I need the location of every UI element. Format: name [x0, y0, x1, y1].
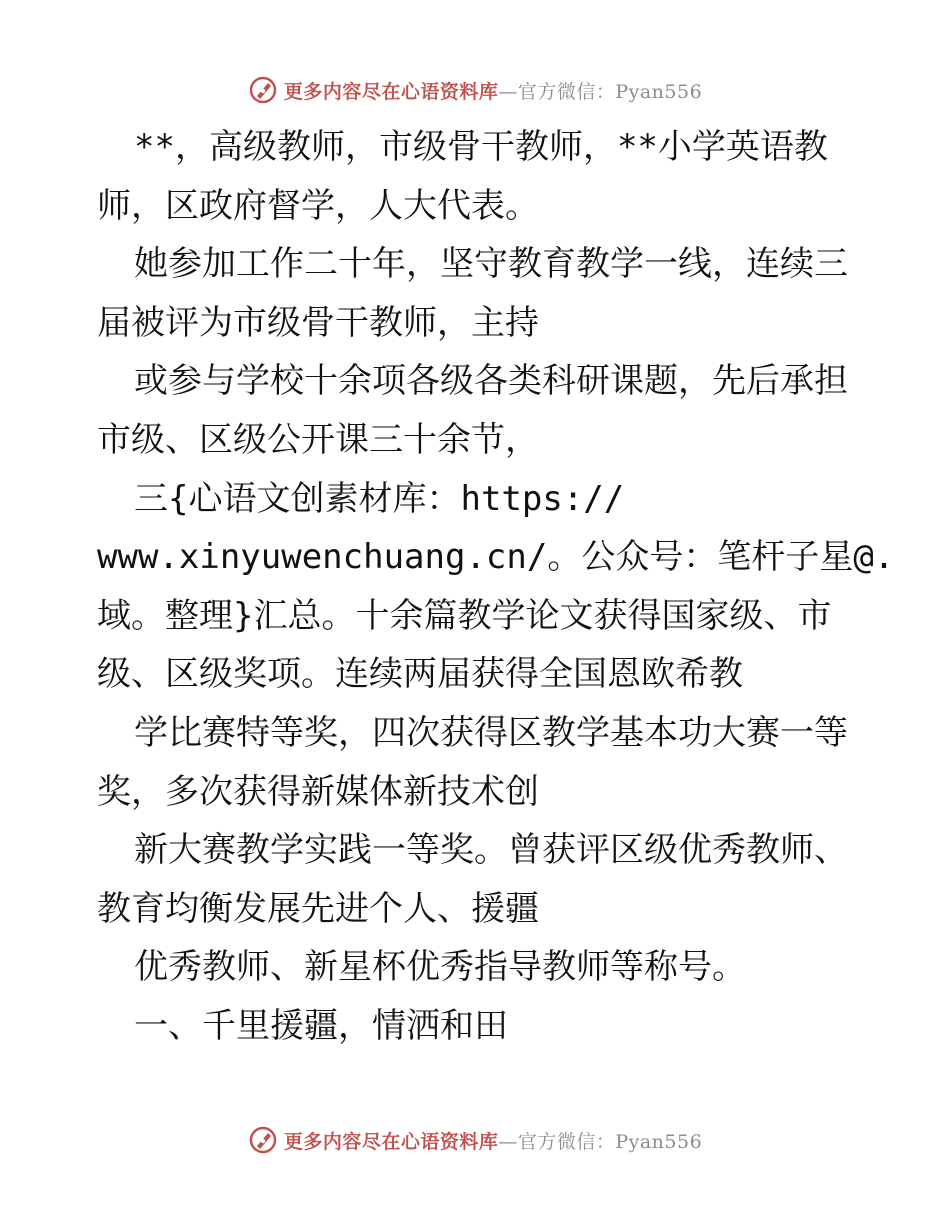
banner-wechat: —官方微信：Pyan556: [498, 80, 703, 103]
banner-title: 更多内容尽在心语资料库: [283, 1130, 499, 1153]
banner-title: 更多内容尽在心语资料库: [283, 80, 499, 103]
header-banner: [0, 70, 950, 110]
text-line: 级、区级奖项。连续两届获得全国恩欧希教: [97, 654, 743, 695]
pen-circle-icon: [248, 1125, 278, 1155]
text-line: 教育均衡发展先进个人、援疆: [97, 888, 539, 929]
text-line: 她参加工作二十年，坚守教育教学一线，连续三: [134, 244, 848, 285]
banner-wechat: —官方微信：Pyan556: [498, 1130, 703, 1153]
text-line: 市级、区级公开课三十余节，: [97, 419, 539, 460]
text-line: www.xinyuwenchuang.cn/。公众号：笔杆子星@.: [97, 537, 895, 578]
text-line: 优秀教师、新星杯优秀指导教师等称号。: [134, 947, 746, 988]
text-line: 新大赛教学实践一等奖。曾获评区级优秀教师、: [134, 830, 848, 871]
text-line: 域。整理}汇总。十余篇教学论文获得国家级、市: [97, 595, 832, 636]
text-line: 奖，多次获得新媒体新技术创: [97, 771, 539, 812]
text-line: 学比赛特等奖，四次获得区教学基本功大赛一等: [134, 712, 848, 753]
text-line: 或参与学校十余项各级各类科研课题，先后承担: [134, 361, 848, 402]
text-line: 三{心语文创素材库：https://: [134, 478, 625, 519]
section-heading: 一、千里援疆，情洒和田: [134, 1005, 508, 1046]
text-line: **，高级教师，市级骨干教师，**小学英语教: [134, 127, 828, 167]
pen-circle-icon: [248, 75, 278, 105]
text-line: 届被评为市级骨干教师，主持: [97, 302, 539, 343]
text-line: 师，区政府督学，人大代表。: [97, 185, 539, 226]
document-body: [97, 118, 895, 1056]
footer-banner: [0, 1120, 950, 1160]
